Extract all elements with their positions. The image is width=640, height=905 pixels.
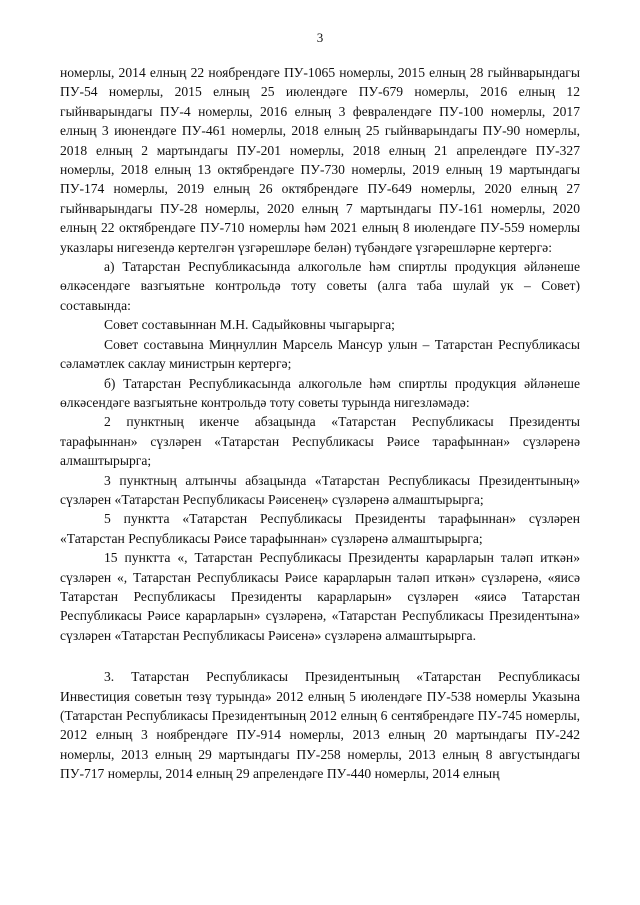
paragraph-point-3: 3 пунктның алтынчы абзацында «Татарстан Республикасы Президентының» сүзләрен «Татарстан Республикасы Рәисенең» сүзләренә алмаштырырга; — [60, 472, 580, 507]
paragraph-decree-list-continuation: номерлы, 2014 елның 22 ноябрендәге ПУ-1065 номерлы, 2015 елның 28 гыйнварындагы ПУ-54 номерлы, 2015 елның 25 июлендәге ПУ-679 номерлы, 2016 елның 12 гыйнварындагы ПУ-4 номерлы, 2016 елның 3 февралендәге ПУ-100 номерлы, 2017 елның 3 июнендәге ПУ-461 номерлы, 2018 елның 25 гыйнварындагы ПУ-90 номерлы, 2018 елның 2 мартындагы ПУ-201 номерлы, 2018 елның 21 апрелендәге ПУ-327 номерлы, 2018 елның 13 октябрендәге ПУ-730 номерлы, 2019 елның 19 мартындагы ПУ-174 номерлы, 2019 елның 26 октябрендәге ПУ-649 номерлы, 2020 елның 27 гыйнварындагы ПУ-28 номерлы, 2020 елның 7 мартындагы ПУ-161 номерлы, 2020 елның 22 октябрендәге ПУ-710 номерлы һәм 2021 елның 8 июлендәге ПУ-559 номерлы указлары нигезендә кертелгән үзгәрешләре белән) түбәндәге үзгәрешләрне кертергә: — [60, 65, 580, 255]
paragraph-point-15: 15 пунктта «, Татарстан Республикасы Президенты карарларын таләп иткән» сүзләрен «, Татарстан Республикасы Рәисе карарларын таләп иткән» сүзләренә, «яисә Татарстан Республикасы Президенты карарларын» сүзләрен «яисә Татарстан Республикасы Рәисе карарларын» сүзләренә, «Татарстан Республикасы Президентына» сүзләрен «Татарстан Республикасы Рәисенә» сүзләренә алмаштырырга. — [60, 550, 580, 643]
document-body — [60, 63, 580, 784]
paragraph-item-a: а) Татарстан Республикасында алкогольле һәм спиртлы продукция әйләнеше өлкәсендәге вазгыятьне контрольдә тоту советы (алга таба шулай ук – Совет) составында: — [60, 259, 580, 313]
paragraph-add-member: Совет составына Миңнуллин Марсель Мансур улын – Татарстан Республикасы сәламәтлек саклау министрын кертергә; — [60, 336, 580, 372]
page-number: 3 — [316, 30, 324, 45]
paragraph-point-2: 2 пунктның икенче абзацында «Татарстан Республикасы Президенты тарафыннан» сүзләрен «Татарстан Республикасы Рәисе тарафыннан» сүзләренә алмаштырырга; — [60, 414, 580, 469]
paragraph-section-3: 3. Татарстан Республикасы Президентының «Татарстан Республикасы Инвестиция советын төзү турында» 2012 елның 5 июлендәге ПУ-538 номерлы Указына (Татарстан Республикасы Президентының 2012 елның 6 сентябрендәге ПУ-745 номерлы, 2012 елның 3 ноябрендәге ПУ-914 номерлы, 2013 елның 20 мартындагы ПУ-242 номерлы, 2013 елның 29 мартындагы ПУ-258 номерлы, 2013 елның 8 августындагы ПУ-717 номерлы, 2014 елның 29 апрелендәге ПУ-440 номерлы, 2014 елның — [60, 669, 580, 782]
section-gap — [60, 645, 580, 667]
paragraph-remove-member: Совет составыннан М.Н. Садыйковны чыгарырга; — [104, 317, 395, 333]
paragraph-item-b: б) Татарстан Республикасында алкогольле һәм спиртлы продукция әйләнеше өлкәсендәге вазгыятьне контрольдә тоту советы турында нигезләмәдә: — [60, 375, 580, 410]
paragraph-point-5: 5 пунктта «Татарстан Республикасы Президенты тарафыннан» сүзләрен «Татарстан Республикасы Рәисе тарафыннан» сүзләренә алмаштырырга; — [60, 511, 580, 546]
